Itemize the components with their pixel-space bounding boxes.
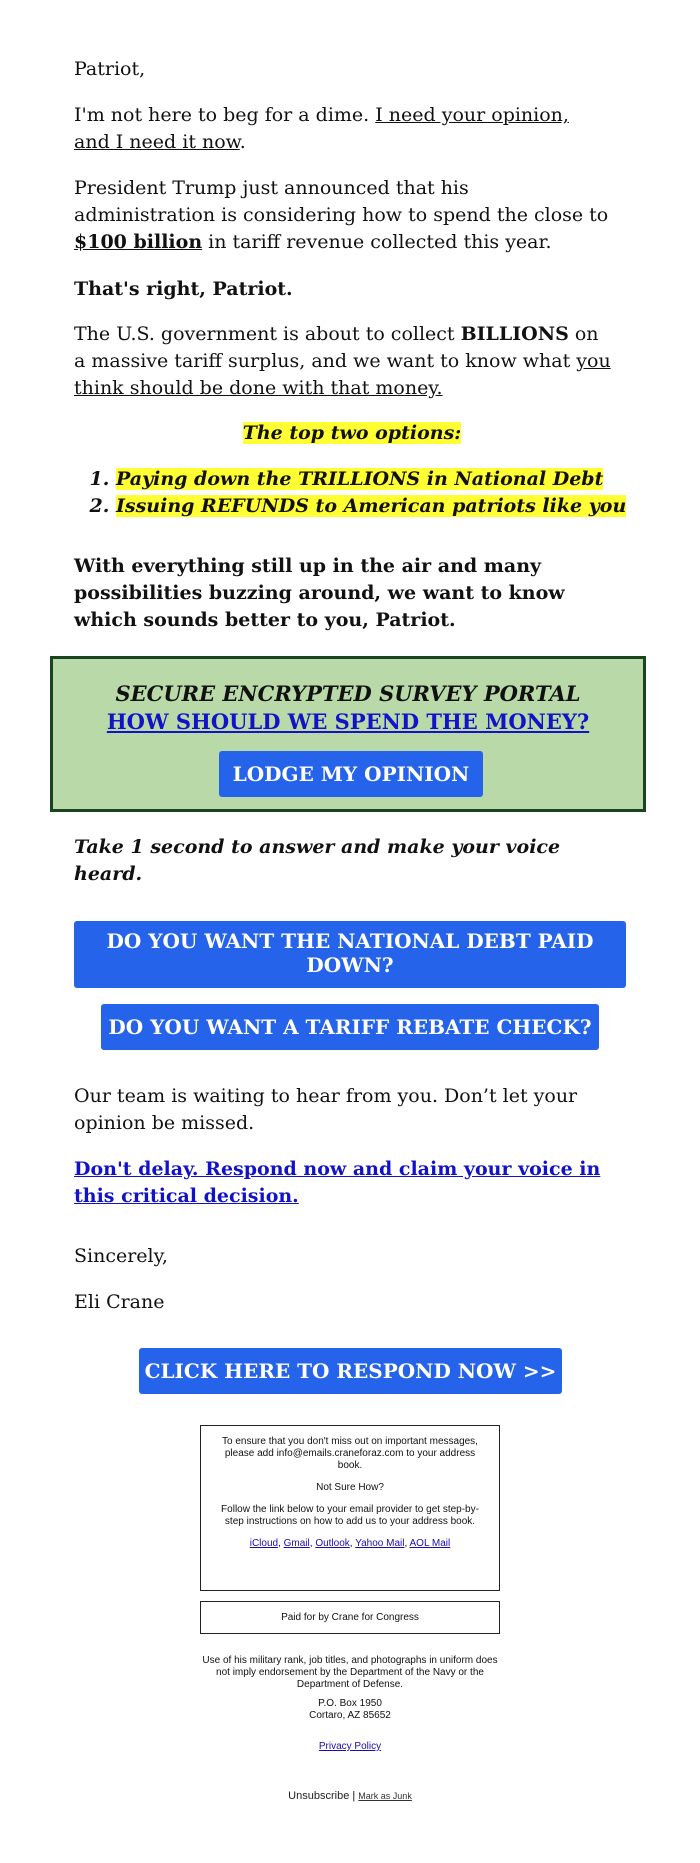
- signoff: Sincerely,: [74, 1245, 168, 1267]
- respond-now-button[interactable]: CLICK HERE TO RESPOND NOW >>: [139, 1348, 562, 1394]
- unsubscribe-link[interactable]: Unsubscribe: [288, 1790, 350, 1802]
- provider-link-yahoo[interactable]: Yahoo Mail: [355, 1538, 405, 1549]
- you-think-underline: you think should be done with that money.: [74, 350, 611, 399]
- paragraph-dont-delay: [74, 1156, 619, 1210]
- signature: Eli Crane: [74, 1291, 165, 1313]
- mark-as-junk-link[interactable]: Mark as Junk: [358, 1791, 412, 1801]
- paragraph-thats-right: That's right, Patriot.: [74, 278, 293, 300]
- paid-for-text: Paid for by Crane for Congress: [281, 1612, 419, 1623]
- provider-link-outlook[interactable]: Outlook: [315, 1538, 350, 1549]
- options-heading: The top two options:: [242, 422, 462, 444]
- greeting: Patriot,: [74, 58, 146, 80]
- paragraph-surplus: The U.S. government is about to collect BILLIONS on a massive tariff surplus, and we want to know what you think should be done with that money.: [74, 323, 611, 399]
- survey-portal-box: [50, 656, 646, 812]
- city-state: Cortaro, AZ 85652: [309, 1710, 391, 1721]
- address-book-box: [200, 1425, 500, 1591]
- paragraph-team-waiting: Our team is waiting to hear from you. Don’t let your opinion be missed.: [74, 1085, 578, 1134]
- address-book-note: To ensure that you don't miss out on important messages, please add info@emails.craneforaz.com to your address book.: [222, 1436, 478, 1471]
- survey-link[interactable]: HOW SHOULD WE SPEND THE MONEY?: [106, 709, 590, 734]
- tariff-rebate-button[interactable]: DO YOU WANT A TARIFF REBATE CHECK?: [101, 1004, 599, 1050]
- provider-link-aol[interactable]: AOL Mail: [409, 1538, 451, 1549]
- unsubscribe-row: [200, 1790, 500, 1802]
- options-list: [74, 466, 672, 520]
- national-debt-button[interactable]: DO YOU WANT THE NATIONAL DEBT PAID DOWN?: [74, 921, 626, 988]
- amount-highlight: $100 billion: [74, 231, 203, 253]
- follow-instructions: Follow the link below to your email provider to get step-by-step instructions on how to add us to your address book.: [221, 1504, 479, 1527]
- paragraph-which-sounds-better: With everything still up in the air and many possibilities buzzing around, we want to know which sounds better to you, Patriot.: [74, 555, 565, 631]
- provider-link-gmail[interactable]: Gmail: [283, 1538, 310, 1549]
- not-sure-text: Not Sure How?: [316, 1482, 384, 1493]
- lodge-opinion-button[interactable]: LODGE MY OPINION: [219, 751, 483, 797]
- provider-links: iCloud, Gmail, Outlook, Yahoo Mail, AOL Mail: [249, 1538, 451, 1549]
- separator: |: [352, 1790, 356, 1802]
- po-box: P.O. Box 1950: [318, 1698, 382, 1709]
- option-item: 1. Paying down the TRILLIONS in National Debt: [116, 466, 672, 493]
- option-item: 2. Issuing REFUNDS to American patriots like you: [116, 493, 672, 520]
- paragraph-announcement: President Trump just announced that his administration is considering how to spend the close to $100 billion in tariff revenue collected this year.: [74, 177, 609, 253]
- provider-link-icloud[interactable]: iCloud: [249, 1538, 279, 1549]
- opinion-underline: I need your opinion, and I need it now: [74, 104, 569, 153]
- paragraph-opinion: I'm not here to beg for a dime. I need your opinion, and I need it now.: [74, 104, 569, 153]
- respond-now-link[interactable]: Don't delay. Respond now and claim your voice in this critical decision.: [74, 1158, 601, 1207]
- privacy-policy-link[interactable]: Privacy Policy: [318, 1741, 382, 1752]
- paragraph-take-one-second: Take 1 second to answer and make your voice heard.: [74, 836, 561, 885]
- disclaimer: Use of his military rank, job titles, and photographs in uniform does not imply endorsement by the Department of the Navy or the Department of Defense.: [202, 1655, 498, 1690]
- paid-for-box: [200, 1601, 500, 1634]
- survey-title: SECURE ENCRYPTED SURVEY PORTAL: [115, 681, 581, 706]
